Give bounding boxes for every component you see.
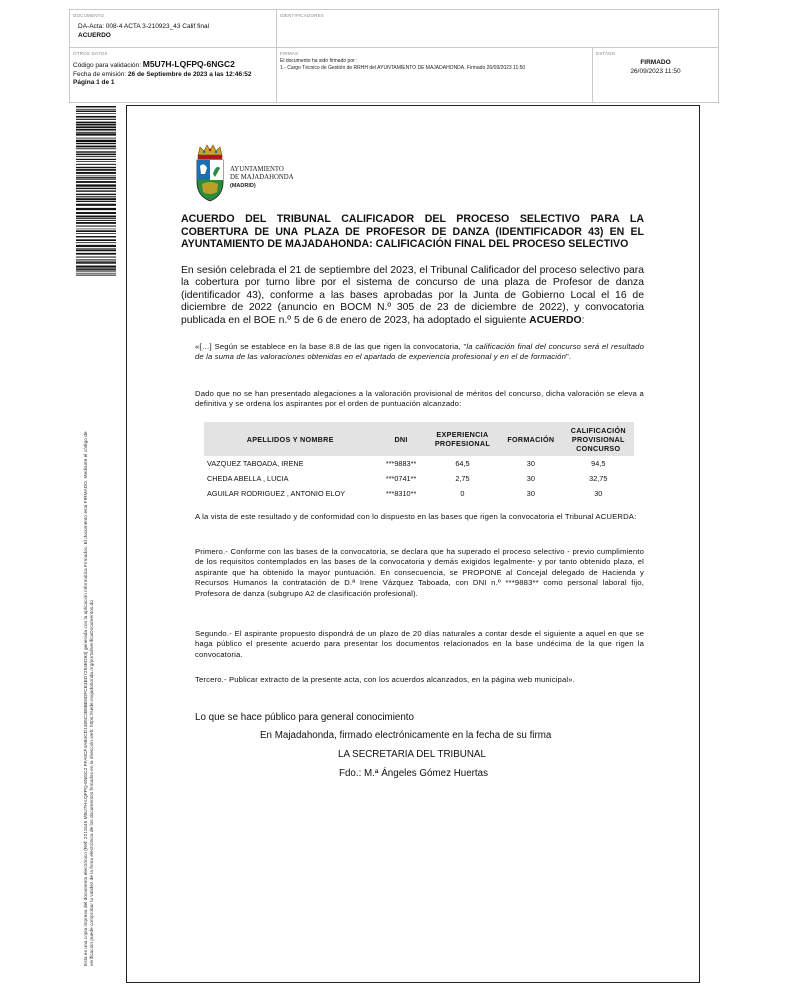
coat-of-arms-icon bbox=[193, 144, 227, 202]
closing-firma: Fdo.: M.ª Ángeles Gómez Huertas bbox=[339, 768, 489, 779]
th-nombre: APELLIDOS Y NOMBRE bbox=[204, 422, 376, 456]
firmas-line2: 1.- Cargo Técnico de Gestión de RRHH del AYUNTAMIENTO DE MAJADAHONDA. Firmado 26/09/2023 11:50 bbox=[280, 65, 526, 71]
paragraph-vista: A la vista de este resultado y de conformidad con lo dispuesto en las bases que rigen la convocatoria el Tribunal ACUERDA: bbox=[195, 512, 637, 521]
logo-text bbox=[230, 166, 294, 190]
verification-side-text bbox=[84, 296, 96, 966]
estado-date: 26/09/2023 11:50 bbox=[630, 67, 681, 75]
quote-italic: la calificación final del concurso será el resultado de la suma de las valoraciones obtenidas en el apartado de experiencia profesional y en el de formación bbox=[195, 342, 644, 362]
logo-line1: AYUNTAMIENTO bbox=[230, 166, 284, 173]
firmas-label: FIRMAS bbox=[280, 51, 299, 56]
pagina: Página 1 de 1 bbox=[73, 79, 115, 86]
documento-line1: DA-Acta: 008-4 ACTA 3-210923_43 Calif final bbox=[78, 23, 210, 30]
th-formacion: FORMACIÓN bbox=[499, 422, 562, 456]
title-line1: ACUERDO DEL TRIBUNAL CALIFICADOR DEL PROCESO SELECTIVO PARA LA bbox=[181, 213, 644, 225]
codigo-value: M5U7H-LQFPQ-6NGC2 bbox=[142, 59, 235, 69]
th-experiencia: EXPERIENCIA PROFESIONAL bbox=[426, 422, 499, 456]
otros-datos-cell bbox=[70, 48, 277, 102]
paragraph-tercero: Tercero.- Publicar extracto de la presente acta, con los acuerdos alcanzados, en la página web municipal». bbox=[195, 675, 575, 684]
codigo-validacion: Código para validación: M5U7H-LQFPQ-6NGC2 bbox=[73, 59, 235, 69]
documento-line2: ACUERDO bbox=[78, 31, 111, 39]
table-row: VAZQUEZ TABOADA, IRENE ***9883** 64,5 30 94,5 bbox=[207, 459, 606, 468]
scores-table bbox=[204, 422, 634, 501]
intro-paragraph: En sesión celebrada el 21 de septiembre del 2023, el Tribunal Calificador del proceso selectivo para la cobertura por turno libre por el sistema de concurso de una plaza de Profesor de danza (identificador 43), conforme a las bases aprobadas por la Junta de Gobierno Local el 16 de diciembre de 2022 (anuncio en BOCM N.º 305 de 23 de diciembre de 2022), y convocatoria publicada en el BOE n.º 5 de 6 de enero de 2023, ha adoptado el siguiente ACUERDO: bbox=[181, 265, 644, 326]
intro-bold: ACUERDO bbox=[529, 314, 582, 326]
side-text-line2: verificación puede comprobar la validez de la firma electrónica de los documentos firmados en la dirección web: https://sede.majadahonda.org/portal/verificaDocumentos.do bbox=[90, 600, 95, 966]
table-row: AGUILAR RODRIGUEZ , ANTONIO ELOY ***8310** 0 30 30 bbox=[207, 489, 603, 498]
document-header bbox=[69, 9, 719, 103]
closing-publico: Lo que se hace público para general conocimiento bbox=[195, 712, 414, 723]
logo-line2: DE MAJADAHONDA bbox=[230, 174, 294, 181]
estado-label: ESTADO bbox=[596, 51, 616, 56]
logo-line3: (MADRID) bbox=[230, 183, 256, 189]
document-title bbox=[181, 213, 644, 251]
documento-cell bbox=[70, 10, 277, 48]
identificadores-cell bbox=[277, 10, 718, 48]
firmas-line1: El documento ha sido firmado por : bbox=[280, 58, 358, 64]
closing-cargo: LA SECRETARIA DEL TRIBUNAL bbox=[338, 749, 486, 760]
estado-value: FIRMADO bbox=[640, 59, 671, 66]
table-row: CHEDA ABELLA , LUCIA ***0741** 2,75 30 32,75 bbox=[207, 474, 608, 483]
quote-paragraph: «[…] Según se establece en la base 8.8 de las que rigen la convocatoria, "la calificación final del concurso será el resultado de la suma de las valoraciones obtenidas en el apartado de experiencia profesional y en el de formación". bbox=[195, 342, 644, 362]
closing-firmado: En Majadahonda, firmado electrónicamente en la fecha de su firma bbox=[260, 730, 552, 741]
paragraph-dado: Dado que no se han presentado alegaciones a la valoración provisional de méritos del concurso, dicha valoración se eleva a definitiva y se ordena los aspirantes por el orden de puntuación alcanzado: bbox=[195, 389, 644, 409]
documento-label: DOCUMENTO bbox=[73, 13, 105, 18]
identificadores-label: IDENTIFICADORES bbox=[280, 13, 325, 18]
paragraph-primero: Primero.- Conforme con las bases de la convocatoria, se declara que ha superado el proceso selectivo - previo cumplimiento de los requisitos contemplados en las bases de la convocatoria y demás exigidos legalmente- y por tanto obtenido plaza, el aspirante que ha obtenido la mayor puntuación. En consecuencia, se PROPONE al Concejal delegado de Hacienda y Recursos Humanos la contratación de D.ª Irene Vázquez Taboada, con DNI n.º ***9883** como personal laboral fijo, Profesora de danza (subgrupo A2 de clasificación profesional). bbox=[195, 547, 644, 598]
title-line3: AYUNTAMIENTO DE MAJADAHONDA: CALIFICACIÓN FINAL DEL PROCESO SELECTIVO bbox=[181, 238, 629, 250]
title-line2: COBERTURA DE UNA PLAZA DE PROFESOR DE DANZA (IDENTIFICADOR 43) EN EL bbox=[181, 225, 644, 238]
estado-cell bbox=[593, 48, 718, 102]
fecha-value: 26 de Septiembre de 2023 a las 12:46:52 bbox=[127, 70, 252, 78]
side-text-line1: Esta es una copia impresa del documento electrónico (Ref: 2211645 M5U7H-LQFPQ-6NGC2 FFA0CF4AB4CD1365C2B5BE6DFCE3ED7294ED93) generada con la aplicación informática Firmadoc. El documento está FIRMADO. Mediante el código de bbox=[84, 431, 89, 966]
th-calificacion: CALIFICACIÓN PROVISIONAL CONCURSO bbox=[563, 422, 634, 456]
firmas-cell bbox=[277, 48, 593, 102]
fecha-emision: Fecha de emisión: 26 de Septiembre de 2023 a las 12:46:52 bbox=[73, 70, 252, 78]
th-dni: DNI bbox=[376, 422, 425, 456]
barcode bbox=[76, 106, 116, 276]
table-header-row bbox=[204, 422, 634, 456]
paragraph-segundo: Segundo.- El aspirante propuesto dispondrá de un plazo de 20 días naturales a contar desde el siguiente a aquel en que se haga público el presente acuerdo para presentar los documentos relacionados en la base undécima de la que rigen la convocatoria. bbox=[195, 629, 644, 659]
otros-datos-label: OTROS DATOS bbox=[73, 51, 108, 56]
